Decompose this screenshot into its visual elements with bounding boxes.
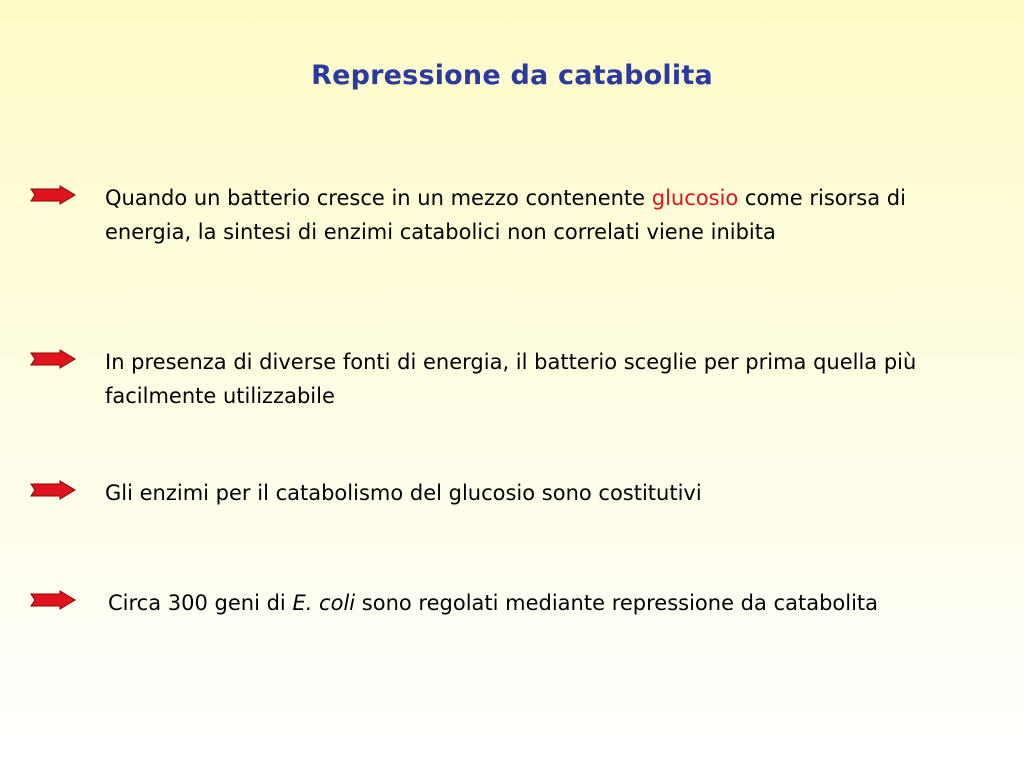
right-arrow-icon xyxy=(30,480,76,500)
right-arrow-icon xyxy=(30,349,76,369)
bullet-text: Gli enzimi per il catabolismo del glucosio sono costitutivi xyxy=(105,481,702,505)
bullet-text-part: Quando un batterio cresce in un mezzo contenente xyxy=(105,186,652,210)
species-name: E. coli xyxy=(292,591,356,615)
bullet-text-part: sono regolati mediante repressione da catabolita xyxy=(355,591,879,615)
right-arrow-icon xyxy=(30,185,76,205)
slide-title: Repressione da catabolita xyxy=(311,60,713,91)
bullet-text-part: come risorsa di energia, la sintesi di enzimi catabolici non correlati viene inibita xyxy=(105,186,906,244)
bullet-text: In presenza di diverse fonti di energia, il batterio sceglie per prima quella più facilmente utilizzabile xyxy=(105,350,917,408)
right-arrow-icon xyxy=(30,590,76,610)
highlight-word: glucosio xyxy=(651,186,739,210)
bullet-text xyxy=(105,181,935,249)
bullet-text xyxy=(108,586,938,620)
bullet-text-part: Circa 300 geni di xyxy=(108,591,293,615)
